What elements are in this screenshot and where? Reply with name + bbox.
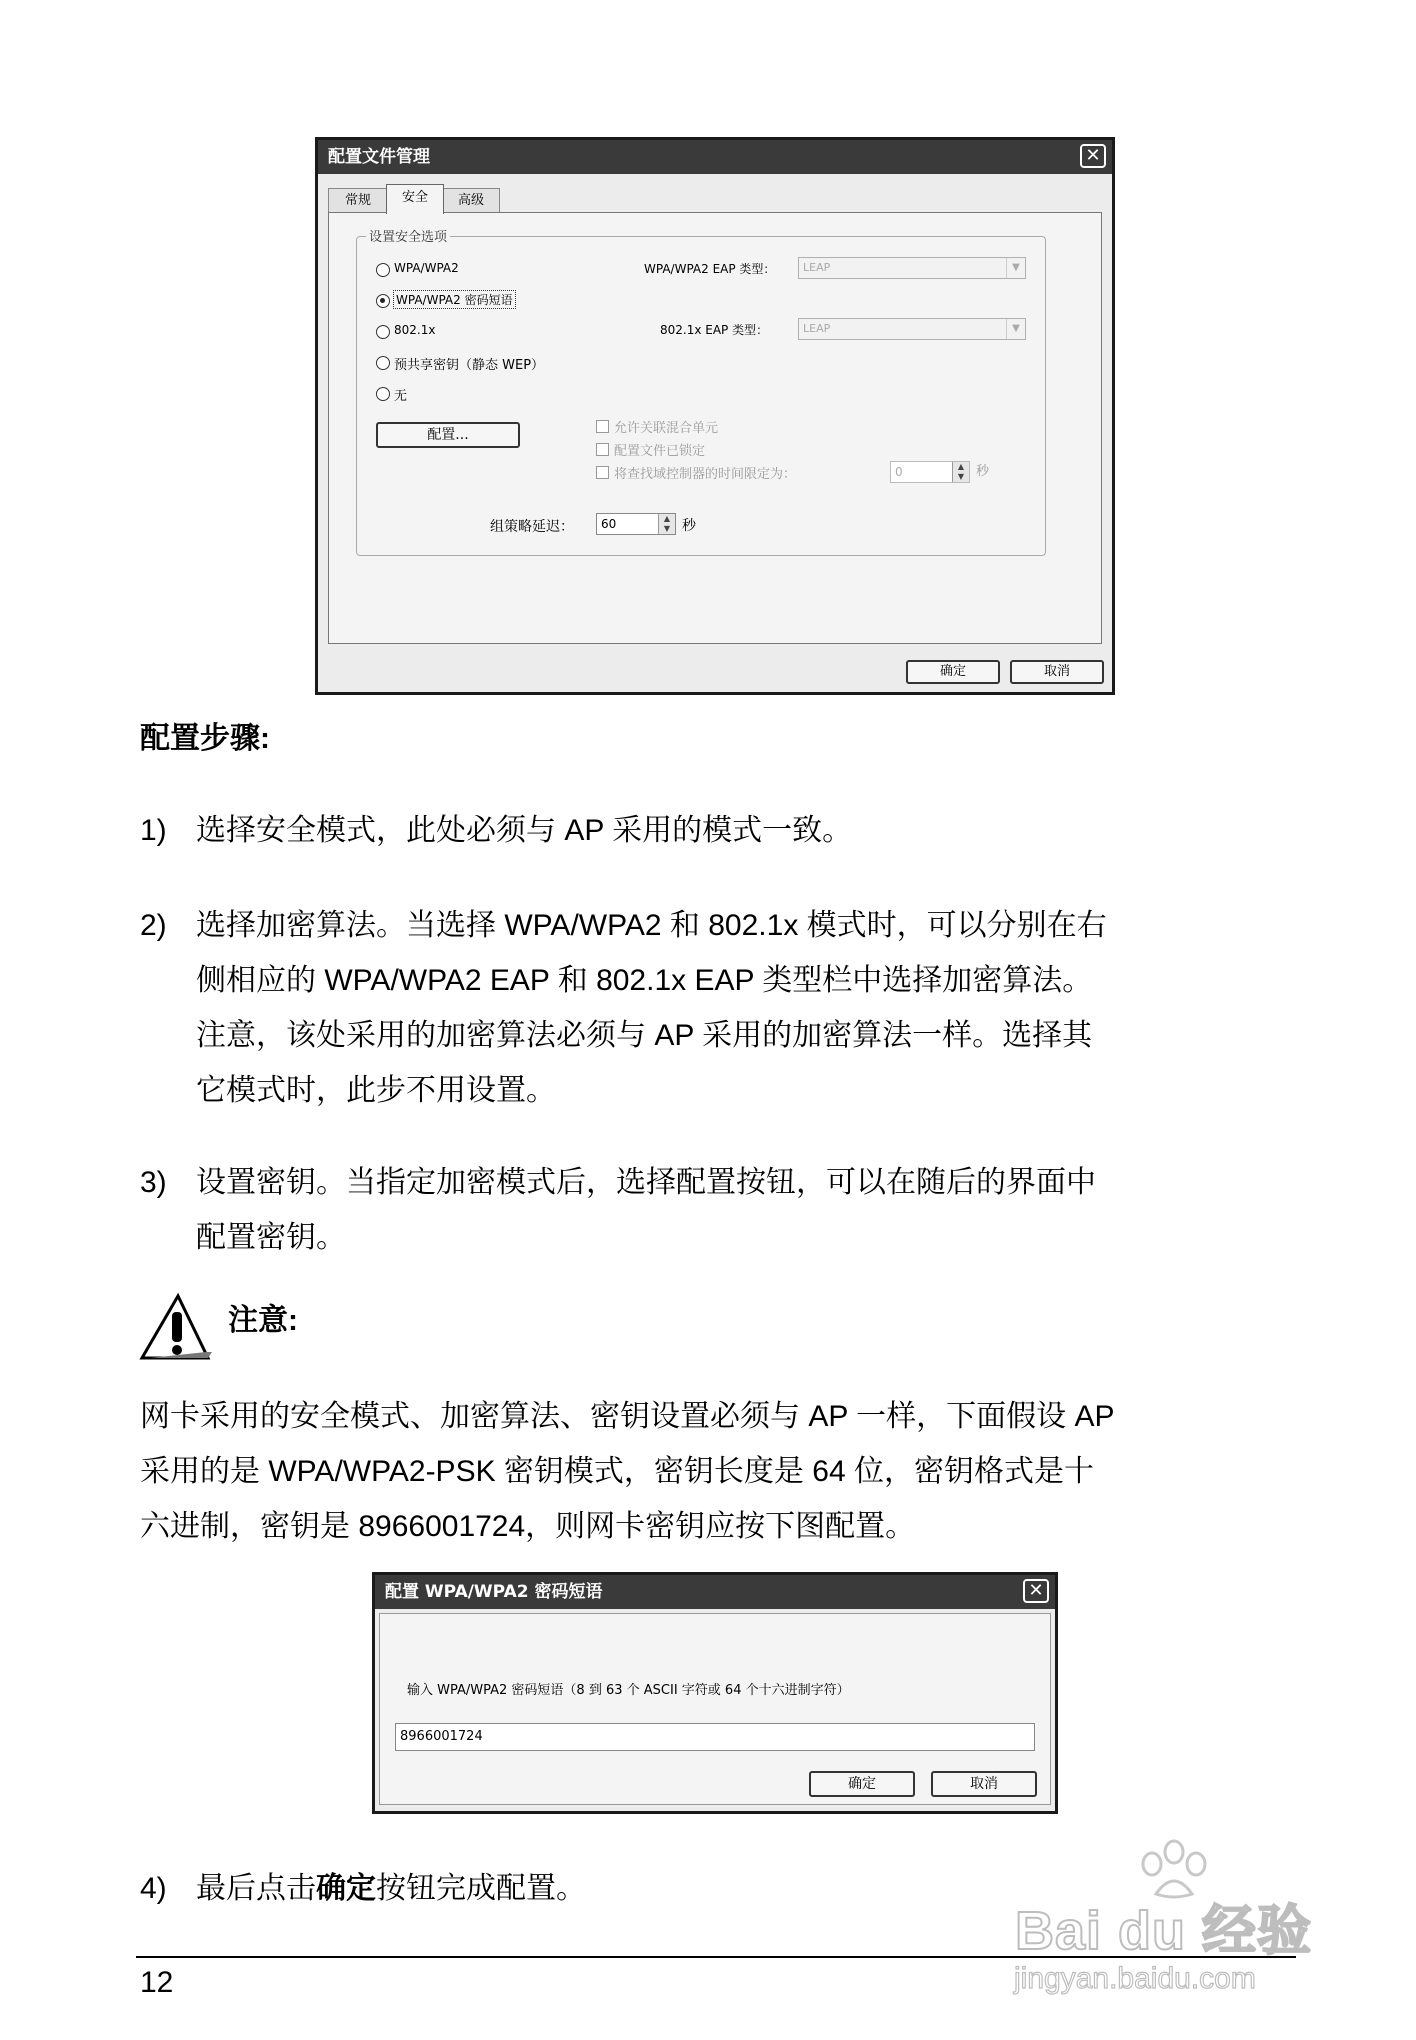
configure-button-label: 配置... <box>427 427 469 443</box>
cancel-button[interactable] <box>931 1771 1037 1797</box>
step-number: 4) <box>140 1872 167 1905</box>
tab-advanced[interactable] <box>442 188 500 213</box>
profile-locked-checkbox[interactable] <box>596 443 609 456</box>
ok-button-label: 确定 <box>939 664 966 679</box>
chevron-down-icon: ▼ <box>1006 319 1025 339</box>
step-line: 侧相应的 WPA/WPA2 EAP 和 802.1x EAP 类型栏中选择加密算法。 <box>196 964 1093 997</box>
wpa-eap-type-select[interactable] <box>798 257 1026 279</box>
warning-icon <box>138 1292 212 1362</box>
ok-button[interactable] <box>906 660 1000 684</box>
radio-8021x-label: 802.1x <box>394 323 436 337</box>
chevron-down-icon: ▼ <box>1006 258 1025 278</box>
step-number: 3) <box>140 1166 167 1199</box>
watermark-url: jingyan.baidu.com <box>1014 1962 1256 1995</box>
dialog-title: 配置文件管理 <box>318 140 1112 174</box>
dc-time-limit-checkbox[interactable] <box>596 466 609 479</box>
note-heading: 注意: <box>228 1304 298 1337</box>
tab-general-label: 常规 <box>344 193 371 208</box>
tab-general[interactable] <box>328 188 388 213</box>
group-title: 设置安全选项 <box>366 226 450 245</box>
passphrase-input[interactable] <box>395 1723 1035 1751</box>
note-line: 网卡采用的安全模式、加密算法、密钥设置必须与 AP 一样，下面假设 AP <box>140 1400 1115 1433</box>
step-line: 它模式时，此步不用设置。 <box>196 1074 556 1107</box>
passphrase-prompt: 输入 WPA/WPA2 密码短语（8 到 63 个 ASCII 字符或 64 个十六进制字符） <box>407 1683 850 1698</box>
step-4-text-bold: 确定 <box>316 1872 376 1905</box>
ok-button[interactable] <box>809 1771 915 1797</box>
note-line: 六进制，密钥是 8966001724，则网卡密钥应按下图配置。 <box>140 1510 916 1543</box>
radio-none[interactable] <box>376 387 390 401</box>
step-4-text-before: 最后点击 <box>196 1872 316 1905</box>
radio-wpa-passphrase[interactable] <box>376 294 390 308</box>
profile-locked-label: 配置文件已锁定 <box>614 444 706 459</box>
dc-time-limit-spinner[interactable] <box>890 461 970 483</box>
wpa-eap-type-label: WPA/WPA2 EAP 类型： <box>644 262 776 276</box>
security-options-group <box>356 236 1046 556</box>
cancel-button-label: 取消 <box>970 1776 998 1792</box>
radio-wep-label: 预共享密钥（静态 WEP） <box>394 358 545 373</box>
dc-time-limit-unit: 秒 <box>976 464 990 479</box>
radio-wpa-label: WPA/WPA2 <box>394 261 459 275</box>
step-4-line <box>196 1868 586 1910</box>
dc-time-limit-label: 将查找域控制器的时间限定为： <box>614 467 797 482</box>
dialog-title: 配置 WPA/WPA2 密码短语 <box>375 1575 1055 1609</box>
radio-none-label: 无 <box>394 389 408 404</box>
group-policy-delay-value: 60 <box>601 517 617 531</box>
radio-wep[interactable] <box>376 356 390 370</box>
wpa-eap-type-value: LEAP <box>803 261 831 274</box>
note-line: 采用的是 WPA/WPA2-PSK 密钥模式，密钥长度是 64 位，密钥格式是十 <box>140 1455 1094 1488</box>
group-policy-delay-spinner[interactable] <box>596 513 676 535</box>
tab-advanced-label: 高级 <box>457 193 484 208</box>
radio-wpa[interactable] <box>376 263 390 277</box>
tab-security-label: 安全 <box>401 190 428 205</box>
radio-8021x[interactable] <box>376 325 390 339</box>
passphrase-value: 8966001724 <box>400 1729 483 1744</box>
step-line: 配置密钥。 <box>196 1221 346 1254</box>
cancel-button-label: 取消 <box>1043 664 1070 679</box>
8021x-eap-type-label: 802.1x EAP 类型： <box>660 323 769 337</box>
wpa-passphrase-dialog <box>372 1572 1058 1814</box>
step-line: 注意，该处采用的加密算法必须与 AP 采用的加密算法一样。选择其 <box>196 1019 1093 1052</box>
spinner-arrows-icon[interactable]: ▲ ▼ <box>952 462 969 482</box>
radio-wpa-passphrase-label: WPA/WPA2 密码短语 <box>396 293 513 307</box>
group-policy-delay-label: 组策略延迟： <box>490 519 574 535</box>
tab-security[interactable] <box>386 184 444 214</box>
configure-button[interactable] <box>376 422 520 448</box>
group-policy-delay-unit: 秒 <box>682 518 696 534</box>
close-icon[interactable]: ✕ <box>1023 1579 1049 1603</box>
step-number: 1) <box>140 814 167 847</box>
page-number: 12 <box>140 1966 174 1999</box>
dc-time-limit-value: 0 <box>895 465 903 479</box>
step-line: 选择安全模式，此处必须与 AP 采用的模式一致。 <box>196 814 853 847</box>
8021x-eap-type-select[interactable] <box>798 318 1026 340</box>
allow-mixed-cell-checkbox[interactable] <box>596 420 609 433</box>
section-heading: 配置步骤: <box>140 722 270 755</box>
cancel-button[interactable] <box>1010 660 1104 684</box>
ok-button-label: 确定 <box>848 1776 876 1792</box>
step-line: 设置密钥。当指定加密模式后，选择配置按钮，可以在随后的界面中 <box>196 1166 1096 1199</box>
allow-mixed-cell-label: 允许关联混合单元 <box>614 421 719 436</box>
close-icon[interactable]: ✕ <box>1080 144 1106 168</box>
watermark-logo: Bai du 经验 <box>1015 1901 1313 1961</box>
step-number: 2) <box>140 909 167 942</box>
spinner-arrows-icon[interactable]: ▲ ▼ <box>658 514 675 534</box>
profile-management-dialog <box>315 137 1115 695</box>
step-4-text-after: 按钮完成配置。 <box>376 1872 586 1905</box>
8021x-eap-type-value: LEAP <box>803 322 831 335</box>
step-line: 选择加密算法。当选择 WPA/WPA2 和 802.1x 模式时，可以分别在右 <box>196 909 1107 942</box>
